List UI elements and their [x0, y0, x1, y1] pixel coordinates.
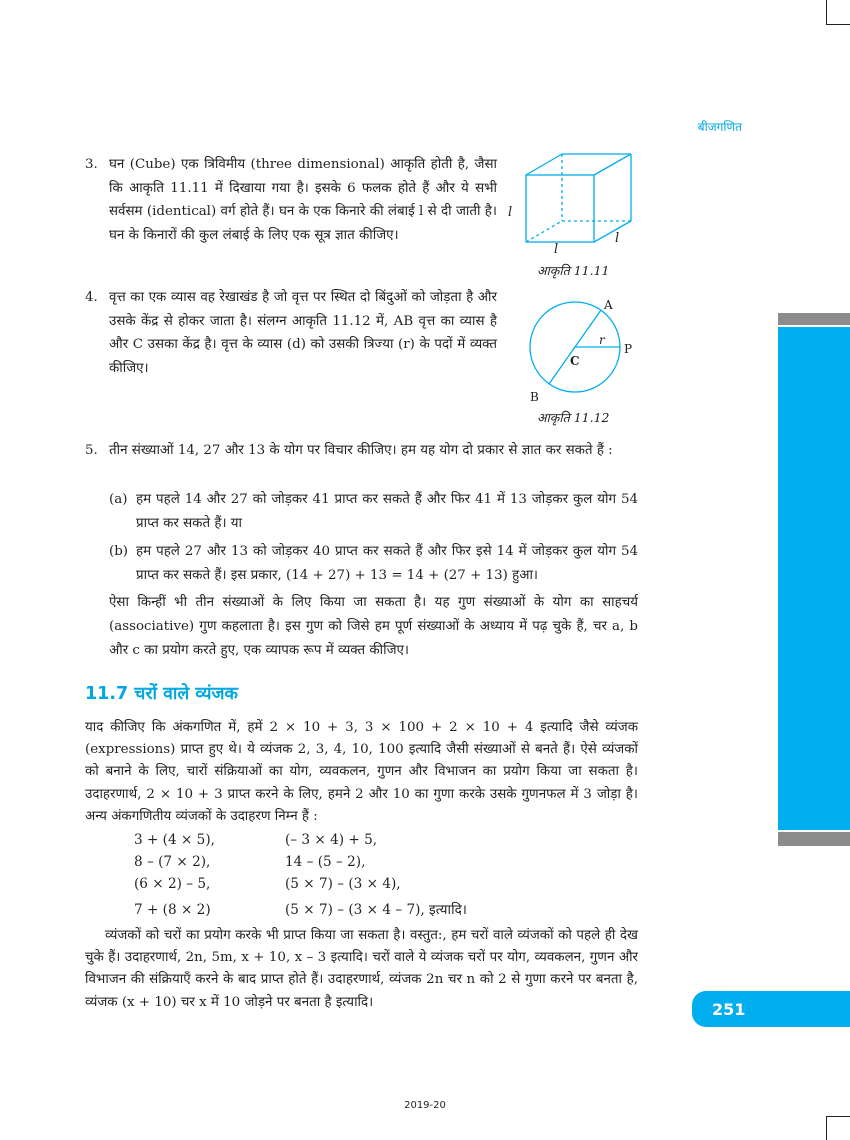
- point-b-label: B: [530, 390, 539, 404]
- crop-mark-top-vertical: [826, 0, 827, 24]
- footer-year: 2019-20: [404, 1100, 446, 1111]
- question-text: घन (Cube) एक त्रिविमीय (three dimensional) आकृति होती है, जैसा कि आकृति 11.11 में दिखाया गया है। इसके 6 फलक होते हैं और ये सभी सर्वसम (identical) वर्ग होते हैं। घन के एक किनारे की लंबाई l से दी जाती है। घन के किनारों की कुल लंबाई के लिए एक सूत्र ज्ञात कीजिए।: [109, 157, 497, 243]
- question-5-closing: [109, 591, 638, 663]
- cube-edge-label-left: l: [508, 205, 513, 220]
- section-paragraph-2: व्यंजकों को चरों का प्रयोग करके भी प्राप्त किया जा सकता है। वस्तुत:, हम चरों वाले व्यंजकों को पहले ही देख चुके हैं। उदाहरणार्थ, 2n, 5m, x + 10, x – 3 इत्यादि। चरों वाले ये व्यंजक चरों पर योग, व्यवकलन, गुणन और विभाजन की संक्रियाएँ करने के बाद प्राप्त होते हैं। उदाहरणार्थ, व्यंजक 2n चर n को 2 से गुणा करने पर बनता है, व्यंजक (x + 10) चर x में 10 जोड़ने पर बनता है इत्यादि।: [85, 928, 638, 1010]
- circle-figure: [510, 292, 645, 407]
- crop-mark-bottom-vertical: [826, 1116, 827, 1140]
- figure-caption-11-12: आकृति 11.12: [537, 410, 610, 425]
- expression-left-4: 7 + (8 × 2): [134, 902, 211, 918]
- expression-left-3: (6 × 2) – 5,: [134, 876, 211, 892]
- part-label: (b): [109, 544, 129, 559]
- radius-label: r: [599, 333, 605, 347]
- question-4: [85, 286, 497, 380]
- point-c-label: C: [570, 354, 580, 368]
- point-p-label: P: [624, 342, 633, 356]
- crop-mark-top-horizontal: [826, 24, 850, 25]
- part-label: (a): [109, 492, 128, 507]
- cube-figure: [505, 150, 640, 255]
- question-text: तीन संख्याओं 14, 27 और 13 के योग पर विचार कीजिए। हम यह योग दो प्रकार से ज्ञात कर सकते हैं :: [109, 443, 613, 458]
- crop-mark-bottom-horizontal: [826, 1116, 850, 1117]
- cube-edge-label-depth: l: [615, 231, 620, 246]
- running-header: बीजगणित: [697, 120, 742, 134]
- page-number: 251: [692, 991, 850, 1027]
- expression-left-1: 3 + (4 × 5),: [134, 832, 215, 848]
- expression-right-4: (5 × 7) – (3 × 4 – 7), इत्यादि।: [285, 902, 467, 918]
- question-text: वृत्त का एक व्यास वह रेखाखंड है जो वृत्त पर स्थित दो बिंदुओं को जोड़ता है और उसके केंद्र से होकर जाता है। संलग्न आकृति 11.12 में, AB वृत्त का व्यास है और C उसका केंद्र है। वृत्त के व्यास (d) को उसकी त्रिज्या (r) के पदों में व्यक्त कीजिए।: [109, 290, 497, 376]
- part-text: हम पहले 14 और 27 को जोड़कर 41 प्राप्त कर सकते हैं और फिर 41 में 13 जोड़कर कुल योग 54 प्राप्त कर सकते हैं। या: [136, 492, 638, 531]
- point-a-label: A: [604, 298, 613, 312]
- closing-text: ऐसा किन्हीं भी तीन संख्याओं के लिए किया जा सकता है। यह गुण संख्याओं के योग का साहचर्य (associative) गुण कहलाता है। इस गुण को जिसे हम पूर्ण संख्याओं के अध्याय में पढ़ चुके हैं, चर a, b और c का प्रयोग करते हुए, एक व्यापक रूप में व्यक्त कीजिए।: [109, 595, 638, 658]
- expression-right-2: 14 – (5 – 2),: [285, 854, 366, 870]
- side-tab-blue: [778, 327, 850, 830]
- question-3: [85, 153, 497, 247]
- cube-edge-label-bottom: l: [554, 242, 559, 255]
- question-5: [85, 439, 638, 463]
- side-tab-grey-top: [778, 313, 850, 325]
- expression-right-3: (5 × 7) – (3 × 4),: [285, 876, 401, 892]
- part-text: हम पहले 27 और 13 को जोड़कर 40 प्राप्त कर सकते हैं और फिर इसे 14 में जोड़कर कुल योग 54 प्राप्त कर सकते हैं। इस प्रकार, (14 + 27) + 13 = 14 + (27 + 13) हुआ।: [136, 544, 638, 583]
- section-heading: 11.7 चरों वाले व्यंजक: [85, 684, 238, 704]
- question-number: 3.: [85, 157, 98, 172]
- figure-caption-11-11: आकृति 11.11: [537, 263, 610, 278]
- expression-left-2: 8 – (7 × 2),: [134, 854, 211, 870]
- question-5-part-b: [109, 540, 638, 588]
- question-number: 4.: [85, 290, 98, 305]
- section-paragraph-1: याद कीजिए कि अंकगणित में, हमें 2 × 10 + 3, 3 × 100 + 2 × 10 + 4 इत्यादि जैसे व्यंजक (expressions) प्राप्त हुए थे। ये व्यंजक 2, 3, 4, 10, 100 इत्यादि जैसी संख्याओं से बनते हैं। ऐसे व्यंजकों को बनाने के लिए, चारों संक्रियाओं का योग, व्यवकलन, गुणन और विभाजन का प्रयोग किया जा सकता है। उदाहरणार्थ, 2 × 10 + 3 प्राप्त करने के लिए, हमने 2 और 10 का गुणा करके उसके गुणनफल में 3 जोड़ा है। अन्य अंकगणितीय व्यंजकों के उदाहरण निम्न हैं :: [85, 720, 638, 824]
- question-number: 5.: [85, 443, 98, 458]
- side-tab-grey-bottom: [778, 832, 850, 846]
- question-5-part-a: [109, 488, 638, 536]
- expression-right-1: (– 3 × 4) + 5,: [285, 832, 378, 848]
